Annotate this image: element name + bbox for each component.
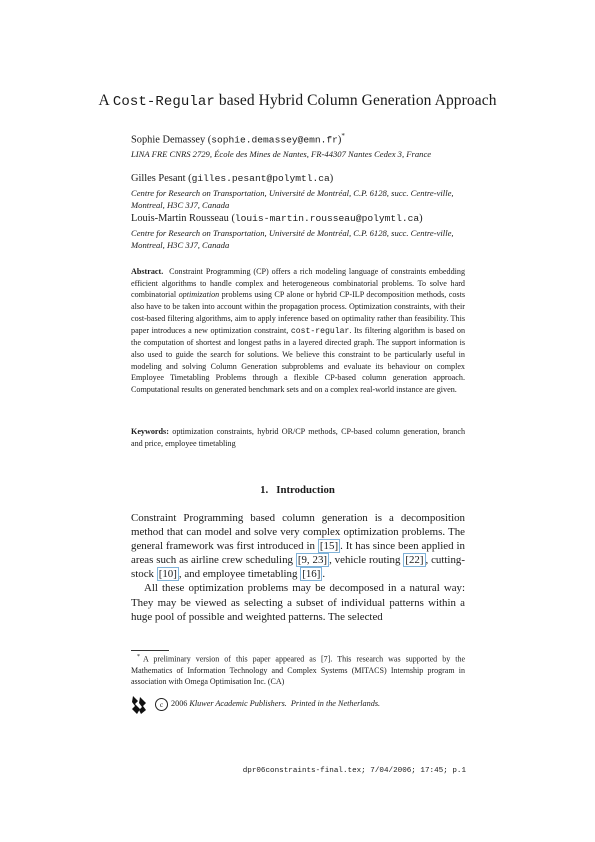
citation-link[interactable]: [16]	[302, 568, 321, 581]
author-email[interactable]: gilles.pesant@polymtl.ca	[191, 173, 330, 184]
abstract-label: Abstract.	[131, 267, 164, 276]
copyright-icon: c	[155, 698, 168, 711]
keywords-label: Keywords:	[131, 427, 169, 436]
author-block: Gilles Pesant (gilles.pesant@polymtl.ca) Centre for Research on Transportation, Université de Montréal, C.P. 6128, succ. Centre-ville, Montreal, H3C 3J7, Canada	[131, 172, 471, 211]
intro-text	[131, 511, 465, 624]
publisher: Kluwer Academic Publishers.	[189, 699, 287, 708]
abstract: Abstract. Constraint Programming (CP) offers a rich modeling language of constraints embedding efficient algorithms to handle complex and heterogeneous combinatorial problems. To solve hard combinatorial optimization problems using CP alone or hybrid CP-ILP decomposition methods, costs also have to be taken into account within the propagation process. Optimization constraints, with their cost-based filtering algorithms, aim to apply inference based on optimality rather than feasibility. This paper introduces a new optimization constraint, cost-regular. Its filtering algorithm is based on the computation of shortest and longest paths in a layered directed graph. The support information is also used to guide the search for solutions. We believe this constraint to be particularly useful in modeling and solving Column Generation subproblems and evaluate its behaviour on complex Employee Timetabling Problems through a flexible CP-based column generation approach. Computational results on generated benchmark sets and on a complex real-world instance are given.	[131, 267, 466, 395]
page-footer: dpr06constraints-final.tex; 7/04/2006; 17:45; p.1	[242, 767, 466, 775]
abstract-constraint-name: cost-regular	[290, 326, 350, 336]
paragraph: Constraint Programming based column generation is a decomposition method that can model and solve very complex optimization problems. The general framework was first introduced in [15] . It has since been applied in areas such as airline crew scheduling [9, 23] , vehicle routing [22] , cutting-stock [10] , and employee timetabling [16] .	[131, 512, 465, 581]
author-block: Sophie Demassey (sophie.demassey@emn.fr)* LINA FRE CNRS 2729, École des Mines de Nantes, FR-44307 Nantes Cedex 3, France	[131, 129, 471, 160]
section-title: Introduction	[276, 484, 335, 496]
section-heading	[0, 484, 595, 496]
section-number: 1.	[260, 484, 269, 496]
footnote-mark: *	[137, 654, 140, 660]
author-email[interactable]: louis-martin.rousseau@polymtl.ca	[234, 213, 420, 224]
footnote-rule	[131, 650, 169, 651]
citation-link[interactable]: [22]	[405, 554, 424, 567]
paragraph: All these optimization problems may be decomposed in a natural way: They may be viewed as selecting a subset of individual patterns within a huge pool of possible and weighted patterns. The selected	[131, 582, 465, 623]
keywords: Keywords: optimization constraints, hybrid OR/CP methods, CP-based column generation, branch and price, employee timetabling	[131, 427, 466, 448]
citation-link[interactable]: [15]	[319, 540, 339, 553]
author-name: Louis-Martin Rousseau	[131, 213, 229, 224]
author-email[interactable]: sophie.demassey@emn.fr	[211, 134, 338, 146]
copyright-year: 2006	[171, 699, 188, 708]
title-constraint-name: Cost-Regular	[112, 94, 215, 110]
author-block: Louis-Martin Rousseau (louis-martin.rousseau@polymtl.ca) Centre for Research on Transportation, Université de Montréal, C.P. 6128, succ. Centre-ville, Montreal, H3C 3J7, Canada	[131, 212, 471, 251]
paper-title: A Cost-Regular based Hybrid Column Generation Approach	[98, 92, 497, 110]
citation-link[interactable]: [9, 23]	[297, 554, 328, 567]
kluwer-logo-icon	[131, 695, 147, 715]
citation-link[interactable]: [10]	[158, 568, 177, 581]
footnote: * A preliminary version of this paper appeared as [7]. This research was supported by the Mathematics of Information Technology and Complex Systems (MITACS) Internship program in association with Omega Optimisation Inc. (CA)	[131, 654, 465, 686]
author-affiliation: Centre for Research on Transportation, Université de Montréal, C.P. 6128, succ. Centre-ville, Montreal, H3C 3J7, Canada	[131, 188, 454, 210]
copyright-line	[131, 695, 465, 715]
author-footnote-mark: *	[341, 132, 345, 140]
printed-location: Printed in the Netherlands.	[290, 699, 381, 708]
author-affiliation: Centre for Research on Transportation, Université de Montréal, C.P. 6128, succ. Centre-ville, Montreal, H3C 3J7, Canada	[131, 228, 454, 250]
author-affiliation: LINA FRE CNRS 2729, École des Mines de Nantes, FR-44307 Nantes Cedex 3, France	[131, 149, 432, 160]
author-name: Sophie Demassey	[131, 134, 206, 146]
author-name: Gilles Pesant	[131, 173, 186, 184]
